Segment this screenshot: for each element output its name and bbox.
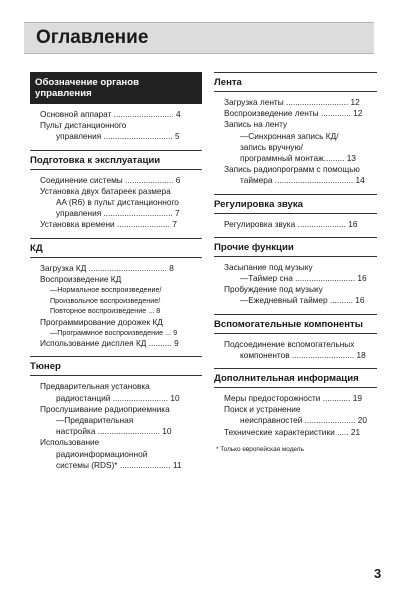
toc-entry[interactable]: Пробуждение под музыку: [224, 284, 323, 295]
section-heading: Вспомогательные компоненты: [214, 314, 377, 334]
toc-entry[interactable]: —Ежедневный таймер .......... 16: [240, 295, 365, 306]
toc-entry[interactable]: настройка ........................... 10: [56, 426, 172, 437]
toc-section: [214, 72, 377, 187]
toc-entry[interactable]: компонентов ........................... 18: [240, 349, 366, 360]
toc-entry[interactable]: радиостанций ........................ 10: [56, 392, 180, 403]
toc-entry[interactable]: Основной аппарат .......................... 4: [40, 109, 181, 119]
toc-entry[interactable]: —Таймер сна .......................... 16: [240, 273, 367, 284]
toc-entry[interactable]: Воспроизведение ленты ............. 12: [224, 108, 363, 119]
title-bar: [24, 22, 374, 54]
toc-section: [30, 238, 202, 350]
toc-entry[interactable]: Соединение системы ..................... 6: [40, 174, 181, 185]
toc-section: [214, 194, 377, 230]
toc-entry[interactable]: Запись на ленту: [224, 119, 288, 130]
toc-entry[interactable]: Воспроизведение КД: [40, 273, 122, 284]
toc-entry[interactable]: Запись радиопрограмм с помощью: [224, 164, 360, 175]
toc-entry[interactable]: —Синхронная запись КД/: [240, 130, 339, 141]
toc-entry[interactable]: управления .............................. 7: [56, 208, 180, 219]
toc-section: [30, 150, 202, 231]
toc-entry[interactable]: Прослушивание радиоприемника: [40, 403, 170, 414]
toc-entry[interactable]: Подсоединение вспомогательных: [224, 338, 355, 349]
toc-entry[interactable]: —Программное воспроизведение ... 9: [50, 327, 178, 337]
toc-entry[interactable]: неисправностей ...................... 20: [240, 415, 367, 426]
toc-entry[interactable]: Установка двух батареек размера: [40, 185, 171, 196]
toc-entry[interactable]: Предварительная установка: [40, 381, 150, 392]
toc-entry[interactable]: Повторное воспроизведение ... 8: [50, 306, 161, 316]
toc-entry[interactable]: —Предварительная: [56, 415, 134, 426]
toc-entry[interactable]: Пульт дистанционного: [40, 120, 127, 131]
toc-entry[interactable]: Загрузка ленты ........................... 12: [224, 97, 360, 107]
left-column: [30, 72, 202, 478]
toc-entry[interactable]: радиоинформационной: [56, 448, 148, 459]
toc-section: [214, 368, 377, 438]
toc-section: [214, 314, 377, 361]
toc-entry[interactable]: Использование дисплея КД .......... 9: [40, 338, 179, 349]
toc-entry[interactable]: Меры предосторожности ............ 19: [224, 393, 362, 404]
footnote: * Только европейская модель: [216, 445, 304, 453]
page-title: Оглавление: [36, 27, 149, 48]
toc-entry[interactable]: системы (RDS)* ...................... 11: [56, 459, 182, 470]
section-heading: Лента: [214, 72, 377, 92]
toc-entry[interactable]: Регулировка звука ..................... 16: [224, 218, 358, 229]
right-column: [214, 72, 377, 453]
toc-section: [30, 356, 202, 471]
toc-entry[interactable]: Засыпание под музыку: [224, 261, 313, 272]
section-heading: КД: [30, 238, 202, 258]
toc-entry[interactable]: Загрузка КД .................................. 8: [40, 262, 174, 273]
section-heading: Дополнительная информация: [214, 368, 377, 388]
toc-entry[interactable]: программный монтаж......... 13: [240, 153, 356, 164]
toc-entry[interactable]: управления .............................. 5: [56, 131, 180, 142]
toc-entry[interactable]: таймера .................................. 14: [240, 175, 365, 186]
section-heading: Подготовка к эксплуатации: [30, 150, 202, 170]
toc-entry[interactable]: AA (R6) в пульт дистанционного: [56, 197, 179, 208]
toc-entry[interactable]: Использование: [40, 437, 100, 448]
section-heading: Регулировка звука: [214, 194, 377, 214]
toc-entry[interactable]: Произвольное воспроизведение/: [50, 295, 161, 305]
toc-entry[interactable]: Установка времени ....................... 7: [40, 219, 177, 230]
toc-entry[interactable]: Поиск и устранение: [224, 404, 301, 415]
section-heading: Тюнер: [30, 356, 202, 376]
toc-section: [30, 72, 202, 143]
section-heading: Прочие функции: [214, 237, 377, 257]
toc-entry[interactable]: Программирование дорожек КД: [40, 316, 163, 327]
toc-entry[interactable]: —Нормальное воспроизведение/: [50, 285, 162, 295]
toc-section: [214, 237, 377, 307]
toc-entry[interactable]: запись вручную/: [240, 141, 303, 152]
page-number: 3: [374, 566, 382, 581]
section-heading: Обозначение органов управления: [30, 72, 202, 104]
toc-entry[interactable]: Технические характеристики ..... 21: [224, 426, 361, 437]
